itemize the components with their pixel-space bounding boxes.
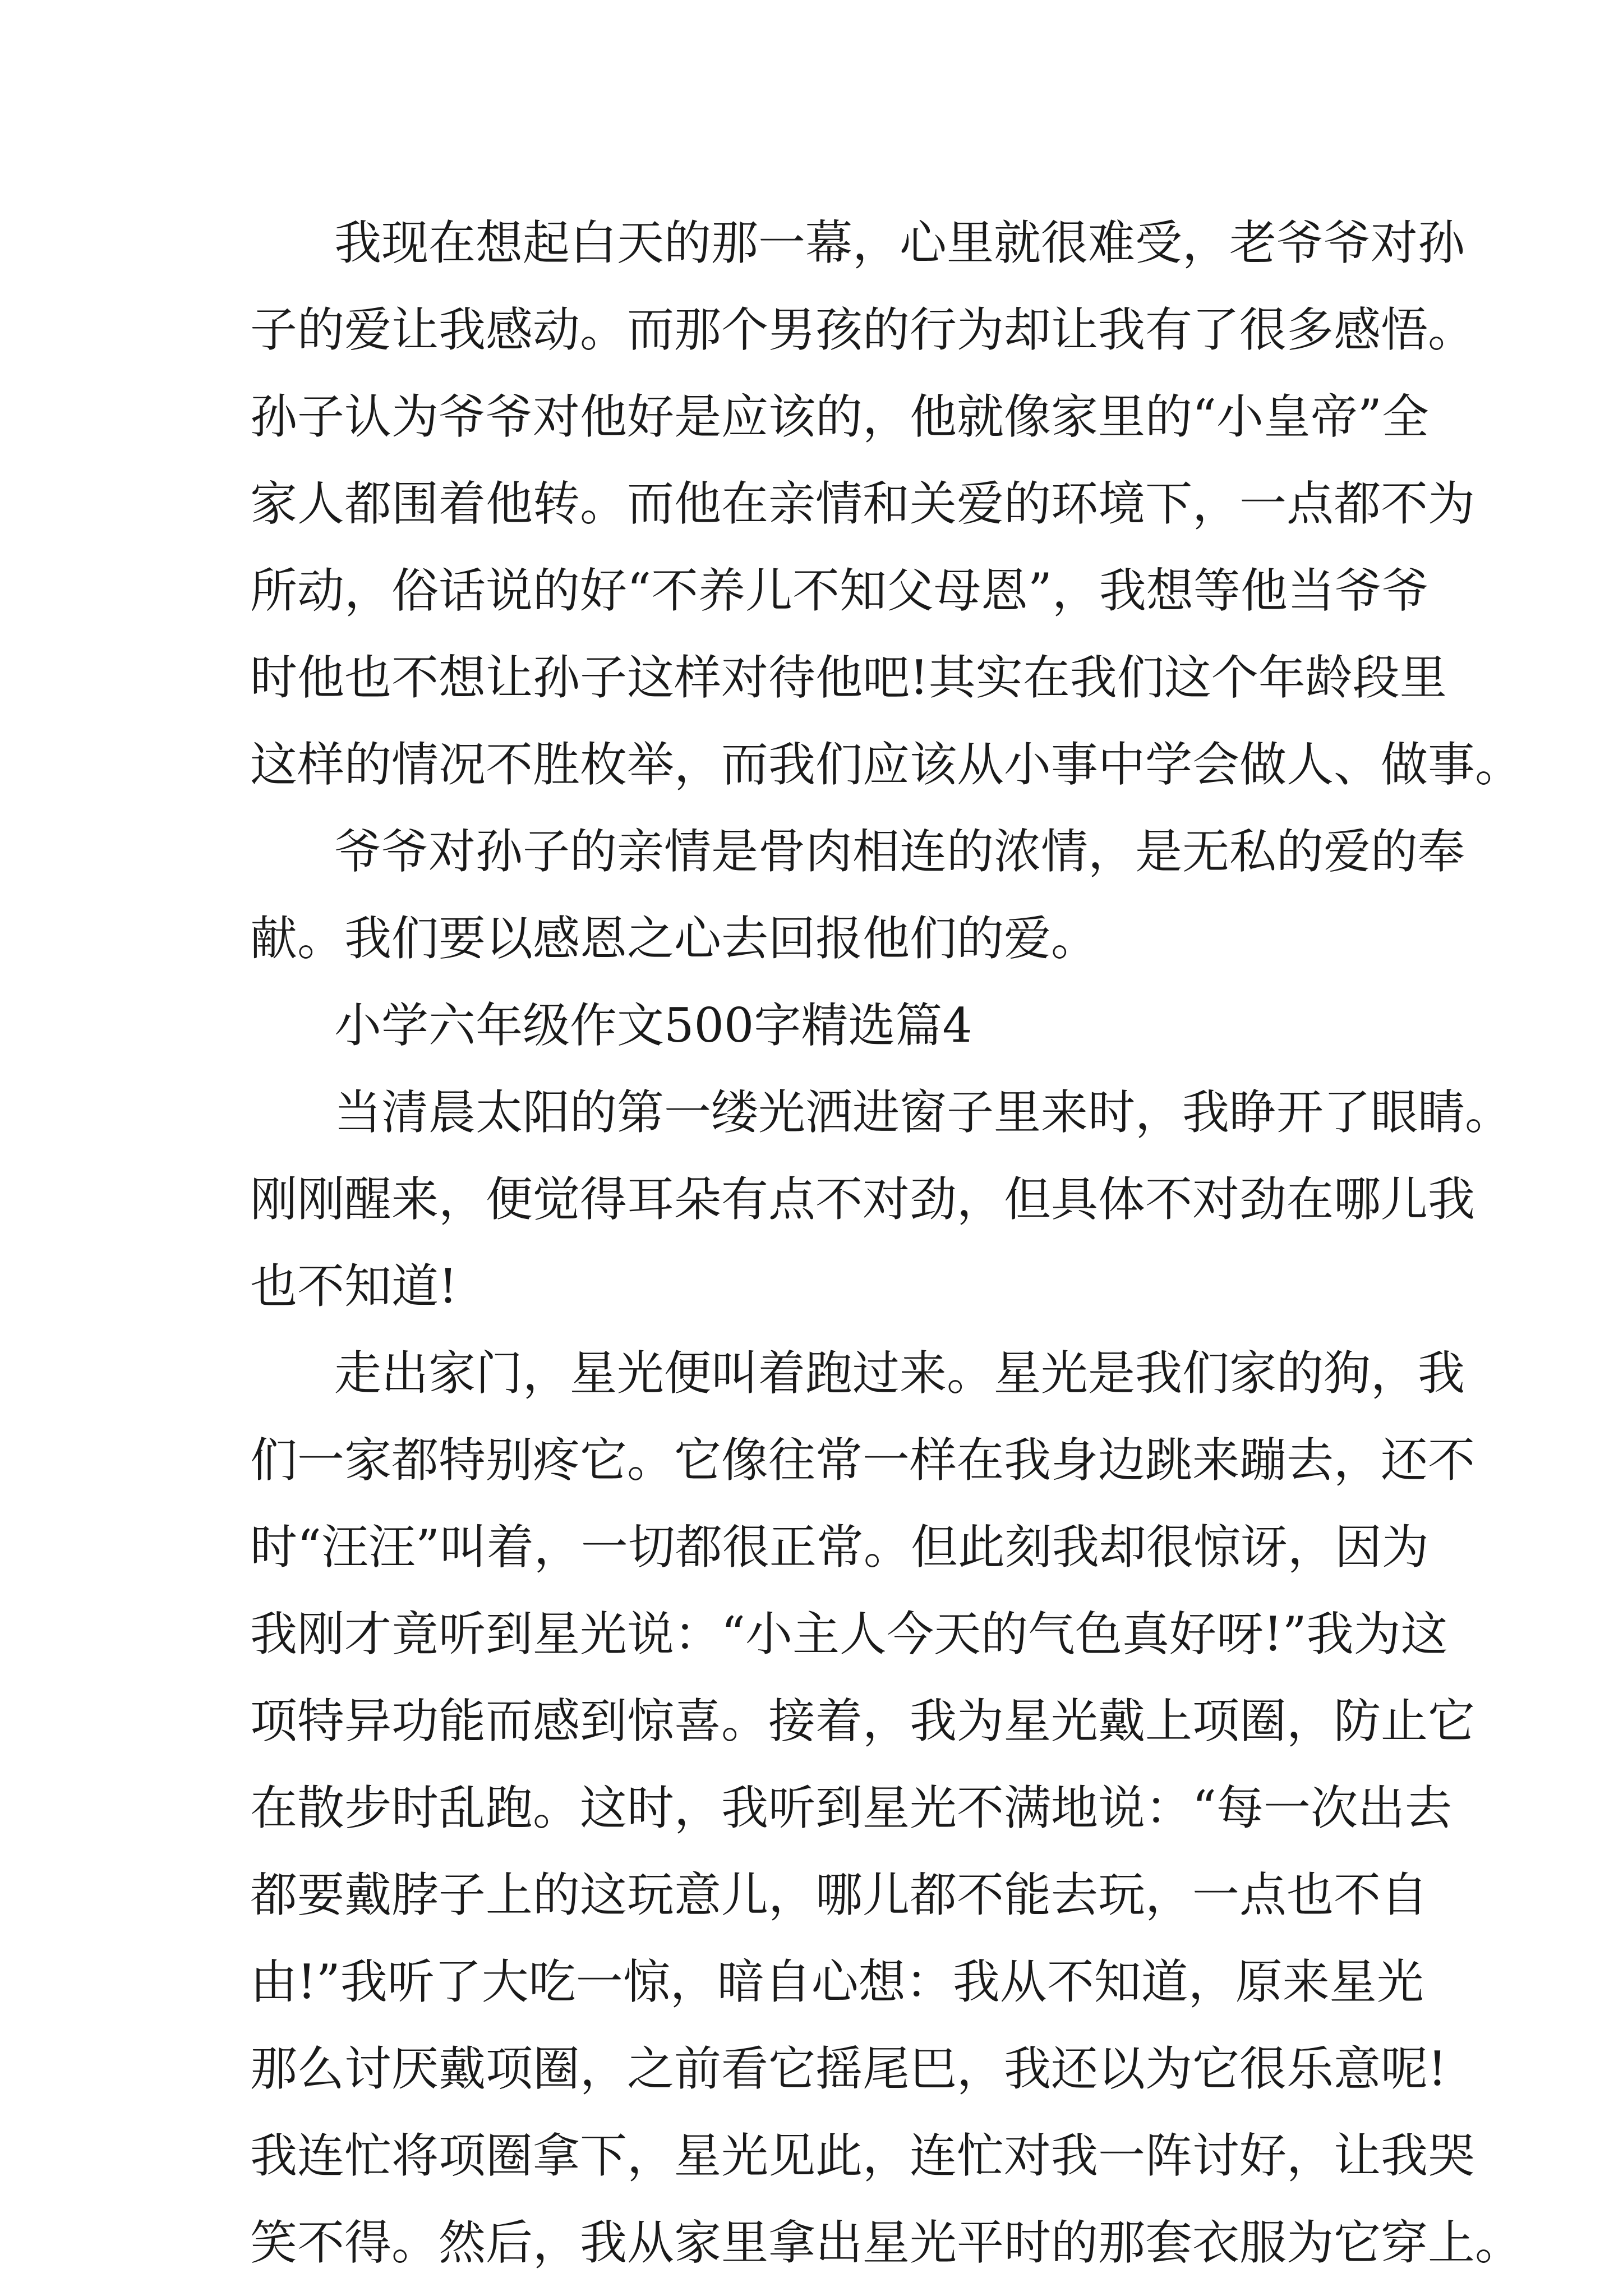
paragraph-line: 走出家门，星光便叫着跑过来。星光是我们家的狗，我: [334, 1346, 1465, 1401]
paragraph-line: 献。我们要以感恩之心去回报他们的爱。: [250, 911, 1099, 966]
paragraph-line: 这样的情况不胜枚举，而我们应该从小事中学会做人、做事。: [250, 737, 1523, 792]
document-body: [250, 200, 1523, 2286]
paragraph-line: 所动，俗话说的好“不养儿不知父母恩”，我想等他当爷爷: [250, 563, 1429, 618]
paragraph-line: 我连忙将项圈拿下，星光见此，连忙对我一阵讨好，让我哭: [250, 2128, 1476, 2183]
paragraph-line: 当清晨太阳的第一缕光洒进窗子里来时，我睁开了眼睛。: [334, 1085, 1513, 1140]
paragraph-line: 都要戴脖子上的这玩意儿，哪儿都不能去玩，一点也不自: [250, 1867, 1428, 1922]
paragraph-line: 刚刚醒来，便觉得耳朵有点不对劲，但具体不对劲在哪儿我: [250, 1172, 1476, 1227]
paragraph-line: 爷爷对孙子的亲情是骨肉相连的浓情，是无私的爱的奉: [334, 824, 1465, 879]
paragraph-line: 那么讨厌戴项圈，之前看它摇尾巴，我还以为它很乐意呢!: [250, 2041, 1447, 2096]
paragraph-line: 我刚才竟听到星光说：“小主人今天的气色真好呀!”我为这: [250, 1607, 1448, 1662]
paragraph-line: 在散步时乱跑。这时，我听到星光不满地说：“每一次出去: [250, 1780, 1452, 1835]
paragraph-line: 时“汪汪”叫着，一切都很正常。但此刻我却很惊讶，因为: [250, 1520, 1429, 1575]
paragraph-line: 子的爱让我感动。而那个男孩的行为却让我有了很多感悟。: [250, 302, 1476, 357]
paragraph-line: 由!”我听了大吃一惊，暗自心想：我从不知道，原来星光: [250, 1954, 1424, 2009]
paragraph-line: 时他也不想让孙子这样对待他吧!其实在我们这个年龄段里: [250, 650, 1447, 705]
paragraph-line: 孙子认为爷爷对他好是应该的，他就像家里的“小皇帝”全: [250, 389, 1429, 444]
paragraph-line: 也不知道!: [250, 1259, 458, 1314]
paragraph-line: 我现在想起白天的那一幕，心里就很难受，老爷爷对孙: [334, 215, 1465, 270]
paragraph-line: 笑不得。然后，我从家里拿出星光平时的那套衣服为它穿上。: [250, 2215, 1523, 2270]
section-heading: 小学六年级作文500字精选篇4: [334, 998, 972, 1053]
paragraph-line: 家人都围着他转。而他在亲情和关爱的环境下，一点都不为: [250, 476, 1476, 531]
paragraph-line: 项特异功能而感到惊喜。接着，我为星光戴上项圈，防止它: [250, 1694, 1476, 1749]
paragraph-line: 们一家都特别疼它。它像往常一样在我身边跳来蹦去，还不: [250, 1433, 1476, 1488]
